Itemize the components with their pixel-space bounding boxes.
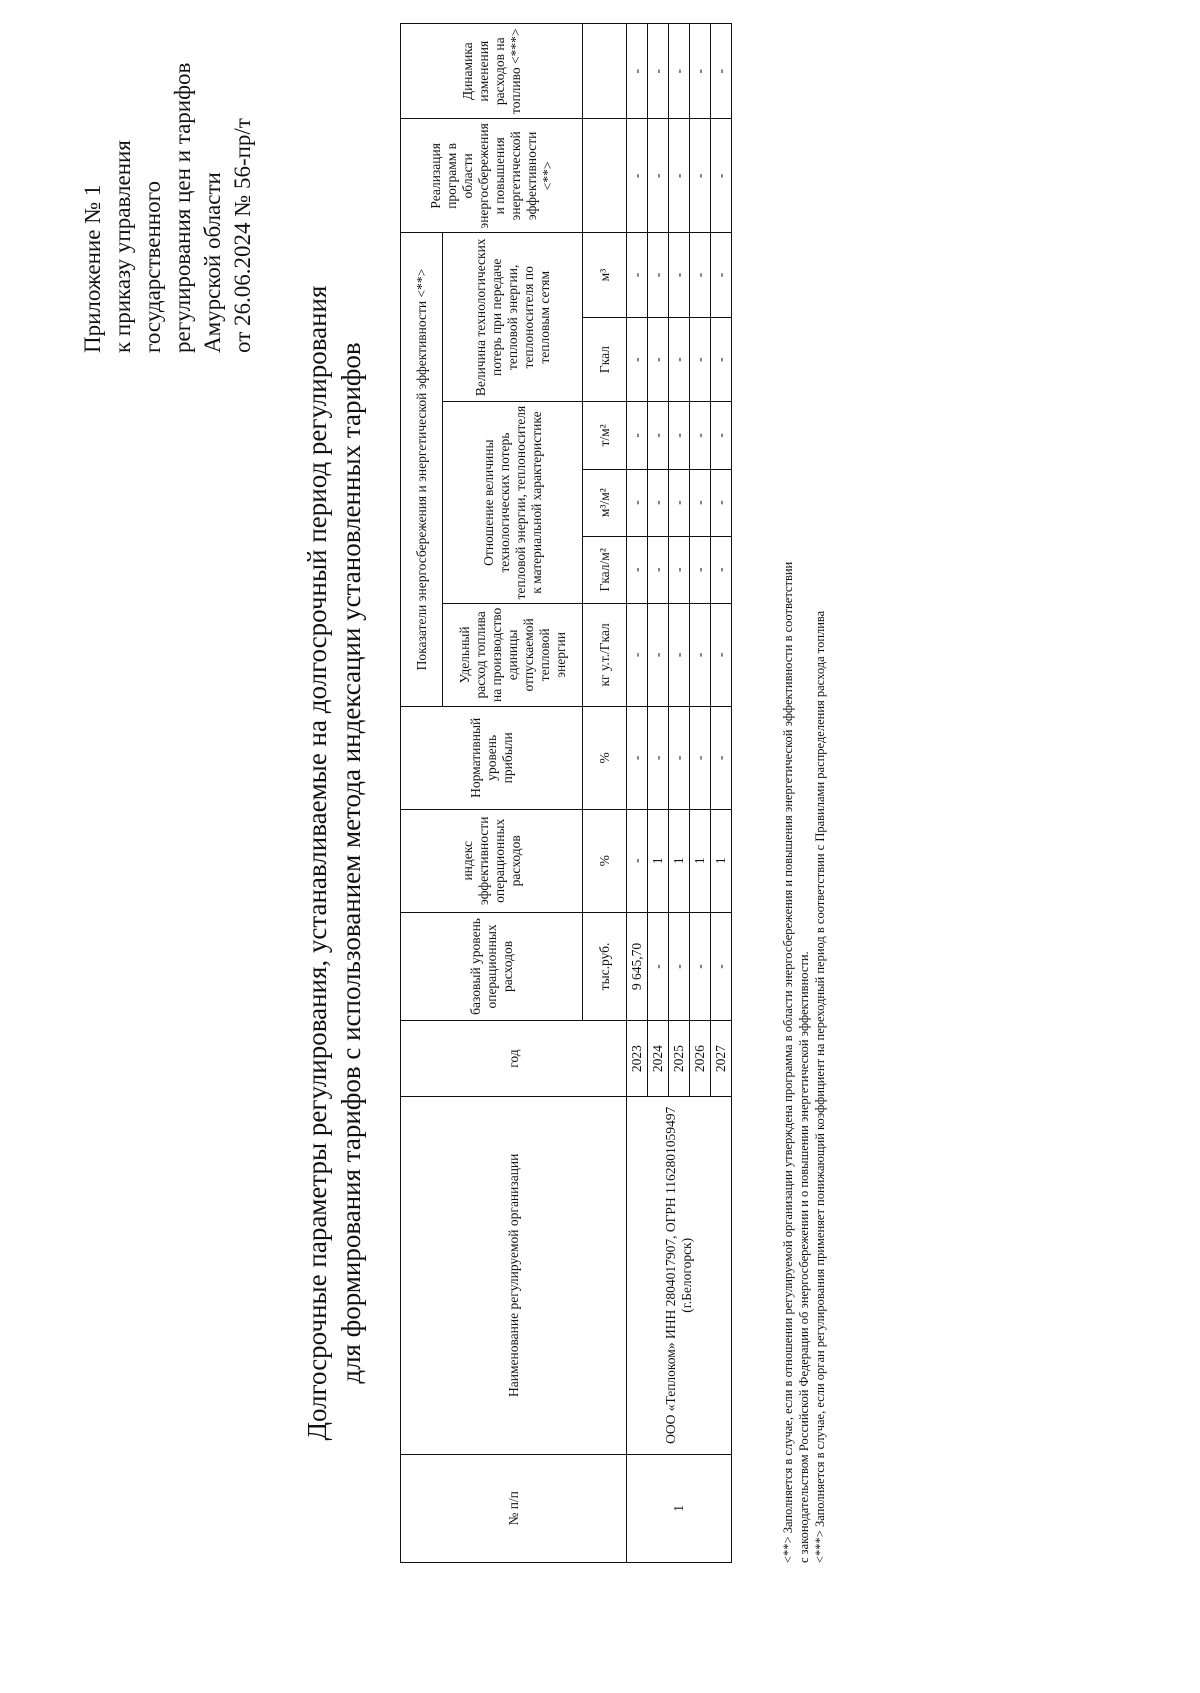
program-cell: - bbox=[669, 119, 690, 233]
unit-ratio-3: т/м² bbox=[583, 402, 627, 469]
base-cell: - bbox=[711, 912, 732, 1020]
year-cell: 2026 bbox=[690, 1021, 711, 1097]
unit-base: тыс.руб. bbox=[583, 912, 627, 1020]
org-name-cell: ООО «Теплоком» ИНН 2804017907, ОГРН 1162801059497 (г.Белогорск) bbox=[627, 1096, 732, 1454]
appendix-line: к приказу управления bbox=[110, 140, 135, 353]
header-dynamics: Динамика изменения расходов на топливо <***> bbox=[401, 24, 583, 119]
loss2-cell: - bbox=[690, 233, 711, 318]
index-cell: 1 bbox=[669, 809, 690, 912]
footnotes bbox=[780, 3, 828, 1563]
unit-program bbox=[583, 119, 627, 233]
loss1-cell: - bbox=[627, 317, 648, 402]
fuel-cell: - bbox=[711, 603, 732, 706]
appendix-line: государственного bbox=[140, 181, 165, 353]
fuel-cell: - bbox=[669, 603, 690, 706]
header-ratio: Отношение величины технологических потерь тепловой энергии, теплоносителя к материальной характеристике bbox=[443, 402, 583, 604]
document-title bbox=[300, 183, 368, 1543]
parameters-table bbox=[400, 23, 732, 1563]
header-num: № п/п bbox=[401, 1454, 627, 1562]
header-org: Наименование регулируемой организации bbox=[401, 1096, 627, 1454]
footnote-line: <**> Заполняется в случае, если в отношении регулируемой организации утверждена программа в области энергосбережения и повышения энергетической эффективности в соответствии bbox=[781, 561, 795, 1563]
year-cell: 2024 bbox=[648, 1021, 669, 1097]
header-losses: Величина технологических потерь при передаче тепловой энергии, теплоносителя по тепловым сетям bbox=[443, 233, 583, 402]
index-cell: 1 bbox=[690, 809, 711, 912]
base-cell: 9 645,70 bbox=[627, 912, 648, 1020]
loss1-cell: - bbox=[711, 317, 732, 402]
fuel-cell: - bbox=[690, 603, 711, 706]
header-profit: Нормативный уровень прибыли bbox=[401, 706, 583, 809]
base-cell: - bbox=[690, 912, 711, 1020]
org-num-cell: 1 bbox=[627, 1454, 732, 1562]
ratio3-cell: - bbox=[627, 402, 648, 469]
appendix-line: Амурской области bbox=[200, 172, 225, 353]
year-cell: 2027 bbox=[711, 1021, 732, 1097]
base-cell: - bbox=[648, 912, 669, 1020]
ratio1-cell: - bbox=[690, 536, 711, 603]
ratio3-cell: - bbox=[690, 402, 711, 469]
ratio3-cell: - bbox=[711, 402, 732, 469]
ratio2-cell: - bbox=[648, 469, 669, 536]
header-energy-group: Показатели энергосбережения и энергетической эффективности <**> bbox=[401, 233, 443, 707]
index-cell: - bbox=[627, 809, 648, 912]
unit-index: % bbox=[583, 809, 627, 912]
ratio2-cell: - bbox=[711, 469, 732, 536]
loss1-cell: - bbox=[648, 317, 669, 402]
profit-cell: - bbox=[690, 706, 711, 809]
header-index: индекс эффективности операционных расходов bbox=[401, 809, 583, 912]
profit-cell: - bbox=[711, 706, 732, 809]
profit-cell: - bbox=[648, 706, 669, 809]
year-cell: 2023 bbox=[627, 1021, 648, 1097]
program-cell: - bbox=[690, 119, 711, 233]
program-cell: - bbox=[648, 119, 669, 233]
appendix-line: от 26.06.2024 № 56-пр/т bbox=[230, 118, 255, 353]
profit-cell: - bbox=[669, 706, 690, 809]
header-fuel: Удельный расход топлива на производство единицы отпускаемой тепловой энергии bbox=[443, 603, 583, 706]
program-cell: - bbox=[627, 119, 648, 233]
dynamics-cell: - bbox=[627, 24, 648, 119]
footnote-line: с законодательством Российской Федерации об энергосбережении и о повышении энергетической эффективности. bbox=[797, 951, 811, 1563]
title-line: Долгосрочные параметры регулирования, устанавливаемые на долгосрочный период регулирования bbox=[302, 285, 332, 1441]
loss2-cell: - bbox=[711, 233, 732, 318]
header-base: базовый уровень операционных расходов bbox=[401, 912, 583, 1020]
unit-loss-1: Гкал bbox=[583, 317, 627, 402]
appendix-line: Приложение № 1 bbox=[80, 184, 105, 353]
fuel-cell: - bbox=[627, 603, 648, 706]
fuel-cell: - bbox=[648, 603, 669, 706]
ratio3-cell: - bbox=[648, 402, 669, 469]
index-cell: 1 bbox=[711, 809, 732, 912]
ratio2-cell: - bbox=[669, 469, 690, 536]
loss2-cell: - bbox=[669, 233, 690, 318]
appendix-line: регулирования цен и тарифов bbox=[170, 62, 195, 353]
profit-cell: - bbox=[627, 706, 648, 809]
header-program: Реализация программ в области энергосбережения и повышения энергетической эффективности <**> bbox=[401, 119, 583, 233]
loss2-cell: - bbox=[627, 233, 648, 318]
ratio1-cell: - bbox=[669, 536, 690, 603]
unit-loss-2: м³ bbox=[583, 233, 627, 318]
dynamics-cell: - bbox=[669, 24, 690, 119]
footnote-line: <***> Заполняется в случае, если орган регулирования применяет понижающий коэффициент на переходный период в соответствии с Правилами распределения расхода топлива bbox=[813, 610, 827, 1563]
loss1-cell: - bbox=[669, 317, 690, 402]
unit-dynamics bbox=[583, 24, 627, 119]
unit-fuel: кг у.т./Гкал bbox=[583, 603, 627, 706]
ratio1-cell: - bbox=[627, 536, 648, 603]
ratio1-cell: - bbox=[711, 536, 732, 603]
ratio3-cell: - bbox=[669, 402, 690, 469]
loss1-cell: - bbox=[690, 317, 711, 402]
unit-ratio-2: м³/м² bbox=[583, 469, 627, 536]
year-cell: 2025 bbox=[669, 1021, 690, 1097]
program-cell: - bbox=[711, 119, 732, 233]
header-year: год bbox=[401, 1021, 627, 1097]
ratio2-cell: - bbox=[690, 469, 711, 536]
dynamics-cell: - bbox=[711, 24, 732, 119]
parameters-table-wrap bbox=[400, 3, 732, 1563]
appendix-block bbox=[78, 33, 258, 353]
table-row bbox=[627, 24, 648, 1563]
ratio1-cell: - bbox=[648, 536, 669, 603]
title-line: для формирования тарифов с использованием метода индексации установленных тарифов bbox=[336, 342, 366, 1384]
loss2-cell: - bbox=[648, 233, 669, 318]
ratio2-cell: - bbox=[627, 469, 648, 536]
unit-ratio-1: Гкал/м² bbox=[583, 536, 627, 603]
index-cell: 1 bbox=[648, 809, 669, 912]
base-cell: - bbox=[669, 912, 690, 1020]
dynamics-cell: - bbox=[690, 24, 711, 119]
unit-profit: % bbox=[583, 706, 627, 809]
dynamics-cell: - bbox=[648, 24, 669, 119]
